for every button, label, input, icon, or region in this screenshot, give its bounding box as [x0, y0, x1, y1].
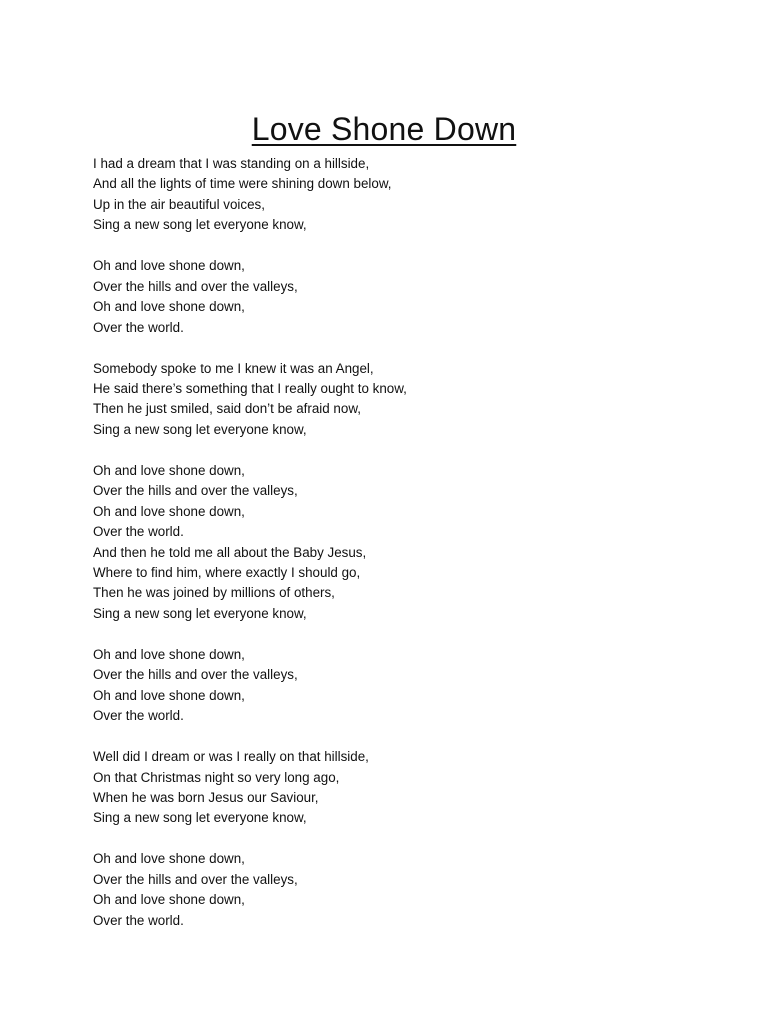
lyric-line: Over the hills and over the valleys,	[93, 483, 298, 499]
lyric-line: Well did I dream or was I really on that hillside,	[93, 749, 369, 765]
lyric-line: I had a dream that I was standing on a hillside,	[93, 156, 370, 171]
chorus-4	[93, 849, 713, 931]
lyric-line: And then he told me all about the Baby Jesus,	[93, 544, 367, 560]
lyric-line: Oh and love shone down,	[93, 503, 245, 519]
lyric-line: Sing a new song let everyone know,	[93, 421, 307, 437]
chorus-2	[93, 461, 713, 543]
lyric-line: Oh and love shone down,	[93, 687, 245, 703]
verse-2	[93, 359, 713, 441]
title-text: Love Shone Down	[251, 111, 517, 148]
verse-4	[93, 747, 713, 829]
lyric-line: Sing a new song let everyone know,	[93, 810, 307, 826]
verse-3	[93, 543, 713, 625]
lyric-line: Then he just smiled, said don’t be afraid now,	[93, 401, 361, 417]
lyric-line: He said there’s something that I really ought to know,	[93, 380, 407, 396]
lyric-line: Sing a new song let everyone know,	[93, 605, 307, 621]
lyric-line: Over the world.	[93, 524, 184, 540]
lyric-line: Over the world.	[93, 912, 184, 928]
lyric-line: Over the hills and over the valleys,	[93, 871, 298, 887]
lyric-line: When he was born Jesus our Saviour,	[93, 789, 319, 805]
lyric-line: Oh and love shone down,	[93, 892, 245, 908]
lyric-line: And all the lights of time were shining down below,	[93, 176, 392, 192]
lyric-line: Over the world.	[93, 319, 184, 335]
lyric-line: Somebody spoke to me I knew it was an Angel,	[93, 360, 374, 376]
lyric-line: Where to find him, where exactly I should go,	[93, 565, 361, 581]
lyrics-body	[93, 154, 713, 931]
lyric-line: On that Christmas night so very long ago,	[93, 769, 340, 785]
lyric-line: Oh and love shone down,	[93, 851, 245, 867]
lyric-line: Oh and love shone down,	[93, 462, 245, 478]
lyric-line: Over the world.	[93, 708, 184, 724]
lyric-line: Over the hills and over the valleys,	[93, 278, 298, 294]
chorus-1	[93, 256, 713, 338]
chorus-3	[93, 645, 713, 727]
lyric-line: Oh and love shone down,	[93, 258, 245, 274]
lyric-line: Up in the air beautiful voices,	[93, 196, 265, 212]
lyric-line: Over the hills and over the valleys,	[93, 667, 298, 683]
lyric-line: Oh and love shone down,	[93, 646, 245, 662]
verse-1	[93, 154, 713, 236]
lyric-line: Sing a new song let everyone know,	[93, 217, 307, 233]
lyric-line: Then he was joined by millions of others,	[93, 585, 335, 601]
lyric-line: Oh and love shone down,	[93, 299, 245, 315]
page-title	[0, 109, 768, 149]
